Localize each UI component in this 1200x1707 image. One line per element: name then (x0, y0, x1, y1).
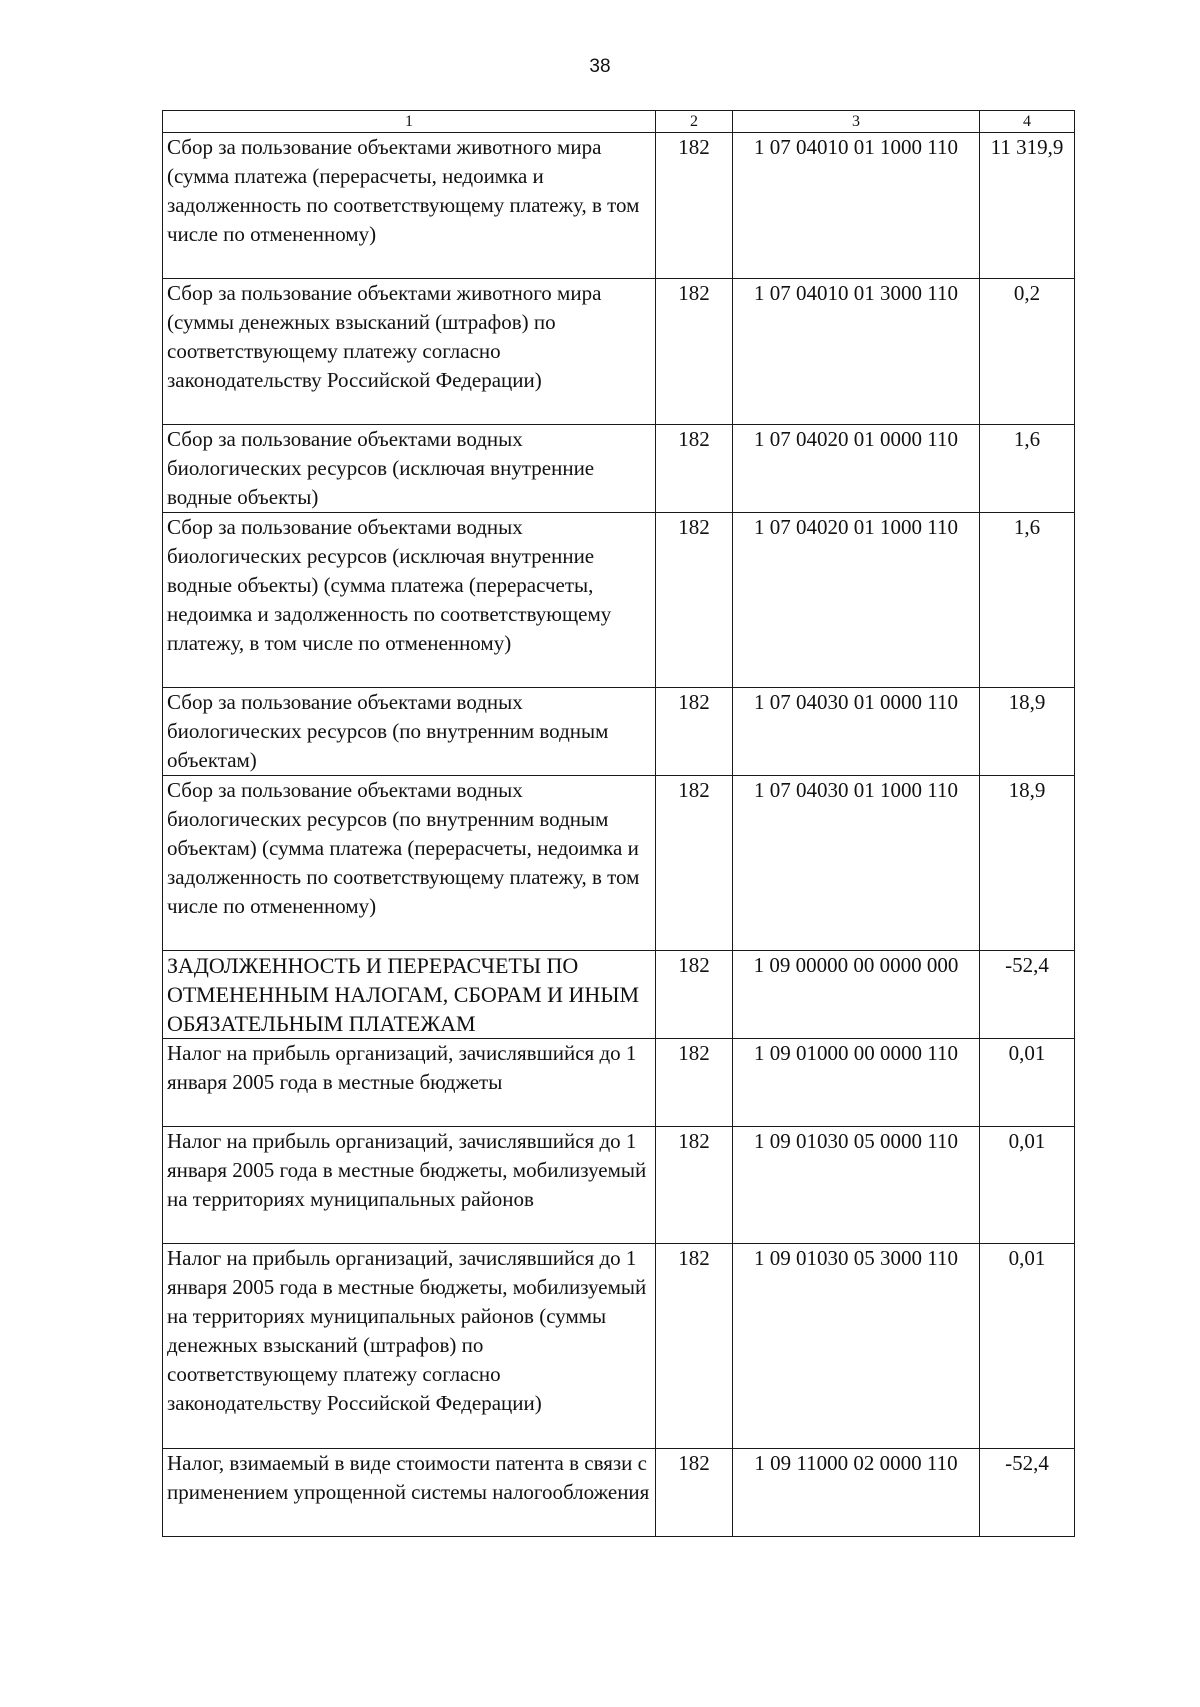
table-row (163, 776, 1075, 951)
row-amount-cell: 0,2 (980, 279, 1075, 425)
row-name-cell: Сбор за пользование объектами водных биологических ресурсов (по внутренним водным объектам) (сумма платежа (перерасчеты, недоимка и задолженность по соответствующему платежу, в том числе по отмененному) (163, 776, 656, 951)
row-amount-cell: -52,4 (980, 1449, 1075, 1537)
row-name-cell: ЗАДОЛЖЕННОСТЬ И ПЕРЕРАСЧЕТЫ ПО ОТМЕНЕННЫМ НАЛОГАМ, СБОРАМ И ИНЫМ ОБЯЗАТЕЛЬНЫМ ПЛАТЕЖАМ (163, 951, 656, 1039)
row-name-cell: Сбор за пользование объектами водных биологических ресурсов (исключая внутренние водные объекты) (сумма платежа (перерасчеты, недоимка и задолженность по соответствующему платежу, в том числе по отмененному) (163, 513, 656, 688)
row-amount-cell: 1,6 (980, 425, 1075, 513)
row-amount-cell: 0,01 (980, 1039, 1075, 1127)
table-row (163, 425, 1075, 513)
row-admin-code-cell: 182 (656, 688, 733, 776)
row-classification-code-cell: 1 07 04010 01 1000 110 (733, 133, 980, 279)
column-header-3: 3 (733, 111, 980, 133)
page-number: 38 (589, 56, 611, 77)
row-classification-code-cell: 1 09 01000 00 0000 110 (733, 1039, 980, 1127)
row-classification-code-cell: 1 09 11000 02 0000 110 (733, 1449, 980, 1537)
table-row (163, 951, 1075, 1039)
row-admin-code-cell: 182 (656, 1449, 733, 1537)
column-number-row (163, 111, 1075, 133)
row-amount-cell: 0,01 (980, 1127, 1075, 1244)
row-admin-code-cell: 182 (656, 1039, 733, 1127)
row-classification-code-cell: 1 07 04020 01 1000 110 (733, 513, 980, 688)
column-header-1: 1 (163, 111, 656, 133)
row-name-cell: Сбор за пользование объектами животного мира (сумма платежа (перерасчеты, недоимка и задолженность по соответствующему платежу, в том числе по отмененному) (163, 133, 656, 279)
row-classification-code-cell: 1 07 04010 01 3000 110 (733, 279, 980, 425)
row-classification-code-cell: 1 09 01030 05 0000 110 (733, 1127, 980, 1244)
table-row (163, 133, 1075, 279)
row-amount-cell: 11 319,9 (980, 133, 1075, 279)
row-classification-code-cell: 1 07 04030 01 1000 110 (733, 776, 980, 951)
row-name-cell: Сбор за пользование объектами водных биологических ресурсов (по внутренним водным объектам) (163, 688, 656, 776)
row-admin-code-cell: 182 (656, 951, 733, 1039)
row-amount-cell: 18,9 (980, 688, 1075, 776)
row-classification-code-cell: 1 07 04030 01 0000 110 (733, 688, 980, 776)
table-row (163, 688, 1075, 776)
row-name-cell: Налог на прибыль организаций, зачислявшийся до 1 января 2005 года в местные бюджеты (163, 1039, 656, 1127)
column-header-4: 4 (980, 111, 1075, 133)
row-name-cell: Налог, взимаемый в виде стоимости патента в связи с применением упрощенной системы налогообложения (163, 1449, 656, 1537)
table-body (163, 133, 1075, 1537)
row-classification-code-cell: 1 09 00000 00 0000 000 (733, 951, 980, 1039)
row-amount-cell: 18,9 (980, 776, 1075, 951)
row-name-cell: Сбор за пользование объектами водных биологических ресурсов (исключая внутренние водные объекты) (163, 425, 656, 513)
table-row (163, 279, 1075, 425)
row-admin-code-cell: 182 (656, 1244, 733, 1449)
table-row (163, 513, 1075, 688)
row-admin-code-cell: 182 (656, 513, 733, 688)
row-amount-cell: -52,4 (980, 951, 1075, 1039)
row-admin-code-cell: 182 (656, 279, 733, 425)
row-admin-code-cell: 182 (656, 776, 733, 951)
row-name-cell: Сбор за пользование объектами животного мира (суммы денежных взысканий (штрафов) по соответствующему платежу согласно законодательству Российской Федерации) (163, 279, 656, 425)
row-admin-code-cell: 182 (656, 425, 733, 513)
column-header-2: 2 (656, 111, 733, 133)
row-amount-cell: 0,01 (980, 1244, 1075, 1449)
row-admin-code-cell: 182 (656, 1127, 733, 1244)
row-name-cell: Налог на прибыль организаций, зачислявшийся до 1 января 2005 года в местные бюджеты, мобилизуемый на территориях муниципальных районов (суммы денежных взысканий (штрафов) по соответствующему платежу согласно законодательству Российской Федерации) (163, 1244, 656, 1449)
row-admin-code-cell: 182 (656, 133, 733, 279)
row-amount-cell: 1,6 (980, 513, 1075, 688)
row-classification-code-cell: 1 07 04020 01 0000 110 (733, 425, 980, 513)
row-classification-code-cell: 1 09 01030 05 3000 110 (733, 1244, 980, 1449)
table-row (163, 1039, 1075, 1127)
table-row (163, 1244, 1075, 1449)
budget-revenue-table (162, 110, 1075, 1537)
table-row (163, 1127, 1075, 1244)
table-row (163, 1449, 1075, 1537)
row-name-cell: Налог на прибыль организаций, зачислявшийся до 1 января 2005 года в местные бюджеты, мобилизуемый на территориях муниципальных районов (163, 1127, 656, 1244)
